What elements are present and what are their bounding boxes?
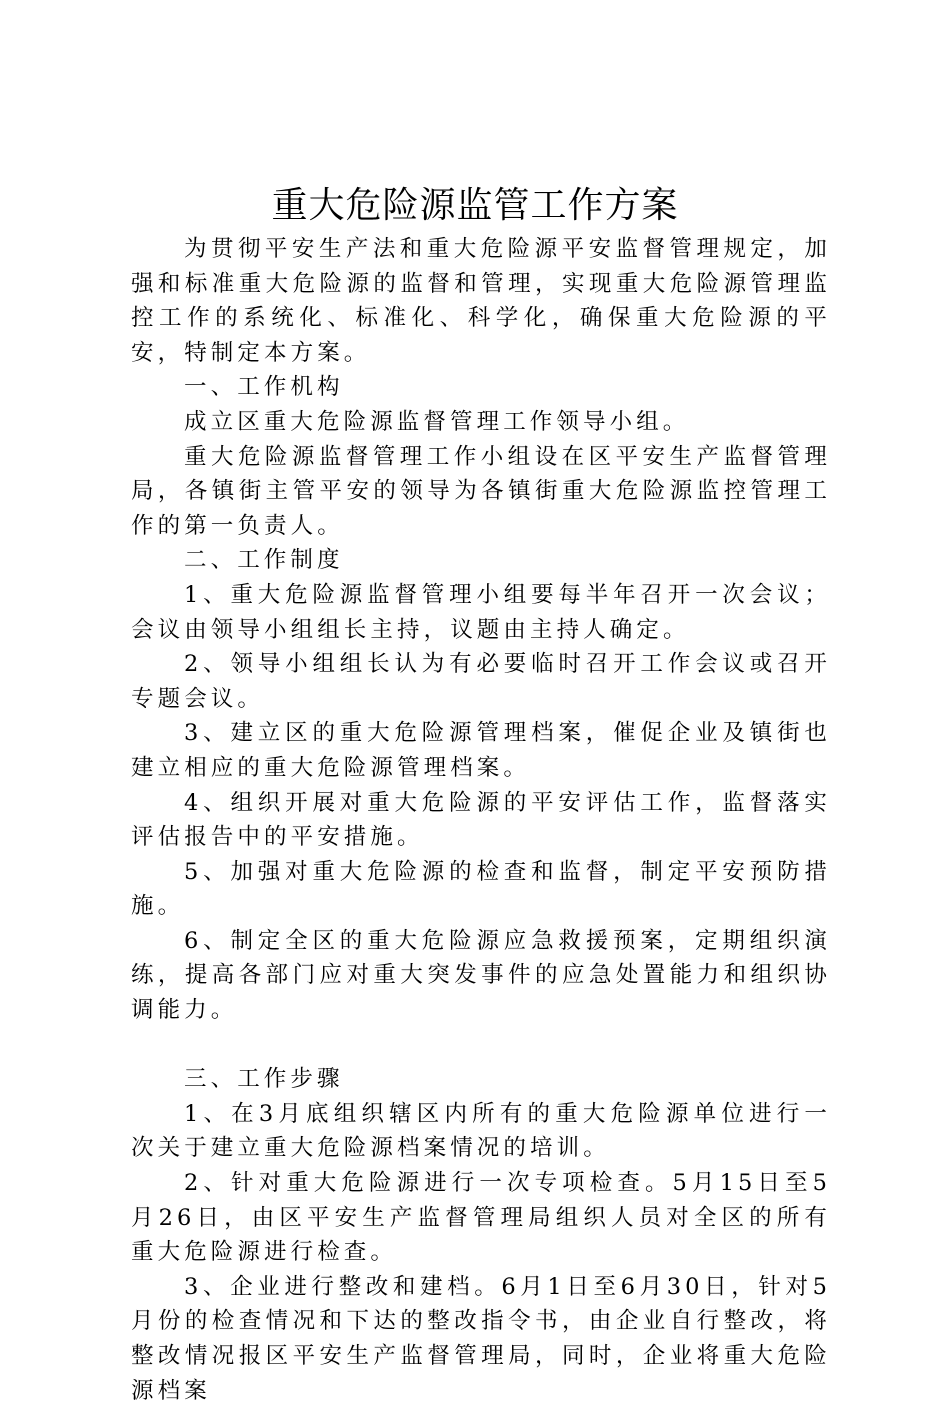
system-item: 5、加强对重大危险源的检查和监督，制定平安预防措施。 xyxy=(131,858,831,920)
system-item: 3、建立区的重大危险源管理档案，催促企业及镇街也建立相应的重大危险源管理档案。 xyxy=(131,720,831,781)
system-item: 2、领导小组组长认为有必要临时召开工作会议或召开专题会议。 xyxy=(131,651,831,712)
document-body xyxy=(131,232,831,1408)
blank-line xyxy=(131,1028,831,1063)
step-item: 3、企业进行整改和建档。6月1日至6月30日，针对5月份的检查情况和下达的整改指令书，由企业自行整改，将整改情况报区平安生产监督管理局，同时，企业将重大危险源档案 xyxy=(131,1273,831,1404)
system-item: 4、组织开展对重大危险源的平安评估工作，监督落实评估报告中的平安措施。 xyxy=(131,789,831,851)
section-heading-system: 二、工作制度 xyxy=(184,547,344,574)
step-item: 2、针对重大危险源进行一次专项检查。5月15日至5月26日，由区平安生产监督管理局组织人员对全区的所有重大危险源进行检查。 xyxy=(131,1170,831,1266)
section-heading-steps: 三、工作步骤 xyxy=(184,1066,344,1093)
organization-paragraph: 成立区重大危险源监督管理工作领导小组。 xyxy=(184,408,690,435)
system-item: 1、重大危险源监督管理小组要每半年召开一次会议；会议由领导小组组长主持，议题由主持人确定。 xyxy=(131,581,831,643)
intro-paragraph: 为贯彻平安生产法和重大危险源平安监督管理规定，加强和标准重大危险源的监督和管理，实现重大危险源管理监控工作的系统化、标准化、科学化，确保重大危险源的平安，特制定本方案。 xyxy=(131,236,831,366)
section-heading-organization: 一、工作机构 xyxy=(184,374,344,401)
system-item: 6、制定全区的重大危险源应急救援预案，定期组织演练，提高各部门应对重大突发事件的应急处置能力和组织协调能力。 xyxy=(131,927,831,1024)
step-item: 1、在3月底组织辖区内所有的重大危险源单位进行一次关于建立重大危险源档案情况的培训。 xyxy=(131,1100,831,1162)
document-title: 重大危险源监管工作方案 xyxy=(271,185,679,226)
organization-paragraph: 重大危险源监督管理工作小组设在区平安生产监督管理局，各镇街主管平安的领导为各镇街重大危险源监控管理工作的第一负责人。 xyxy=(131,443,831,539)
